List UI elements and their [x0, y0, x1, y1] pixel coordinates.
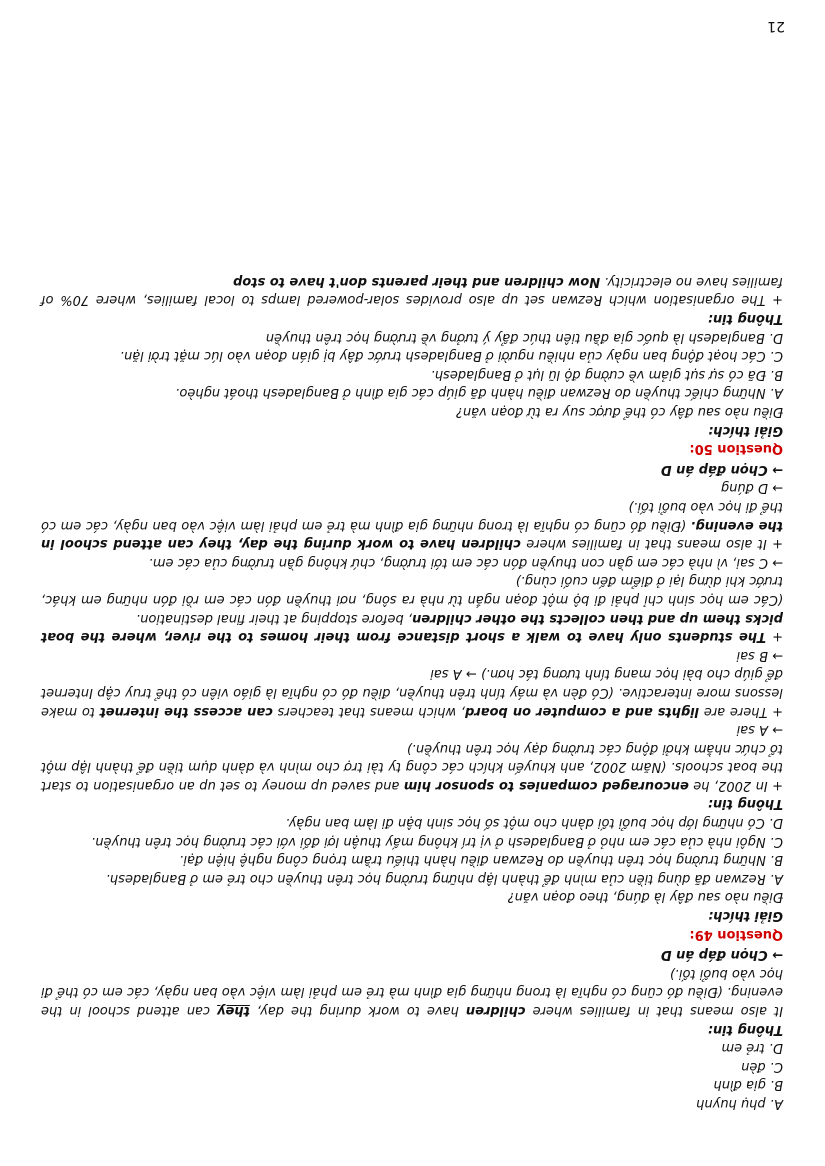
info-label: Thông tin: [707, 796, 783, 812]
option-c: C. đèn [741, 1058, 783, 1074]
option-c: C. Các hoạt động ban ngày của nhiều người ở Bangladesh trước đây bị gián đoạn vào lúc mặt trời lặn. [119, 348, 783, 364]
verdict-line: → C sai, vì nhà các em gần con thuyền đón các em tới trường, chứ không gần trường của các em. [148, 554, 783, 570]
option-d: D. Bangladesh là quốc gia đầu tiên thúc đẩy ý tưởng về trường học trên thuyền [265, 329, 783, 345]
translation-paragraph: (Các em học sinh chỉ phải đi bộ một đoạn ngắn từ nhà ra sông, nơi thuyền đón các em rồi đón những em khác, trước khi dừng lại ở điểm đến cuối cùng.) [41, 573, 783, 607]
info-paragraph: + In 2002, he encouraged companies to sponsor him and saved up money to set up an organisation to start the boat schools. (Năm 2002, anh khuyến khích các công ty tài trợ cho mình và dành dụm tiền để thành lập một tổ chức nhằm khởi động các trường dạy học trên thuyền.) [40, 740, 783, 793]
info-paragraph: + There are lights and a computer on board, which means that teachers can access the internet to make lessons more interactive. (Có đèn và máy tính trên thuyền, điều đó có nghĩa là giáo viên có thể truy cập Internet để giúp cho bài học mang tính tương tác hơn.) → A sai [41, 666, 783, 719]
question-text: Điều nào sau đây có thể được suy ra từ đoạn văn? [455, 404, 783, 420]
option-b: B. Những trường học trên thuyền do Rezwan điều hành thiếu trầm trọng công nghệ hiện đại. [179, 852, 783, 868]
option-a: A. Rezwan đã dùng tiền của mình để thành lập những trường học trên thuyền cho trẻ em ở Bangladesh. [105, 870, 783, 886]
option-d: D. Có những lớp học buổi tối dành cho một số học sinh bận đi làm ban ngày. [285, 815, 783, 831]
verdict-line: → A sai [736, 722, 783, 738]
option-b: B. Đã có sự sụt giảm về cường độ lũ lụt ở Bangladesh. [430, 366, 783, 382]
info-paragraph: + The students only have to walk a short distance from their homes to the river, where the boat picks them up and then collects the other children, before stopping at their final destination. [41, 610, 783, 645]
question-text: Điều nào sau đây là đúng, theo đoạn văn? [507, 889, 783, 905]
page-number: 21 [767, 18, 785, 34]
info-paragraph: It also means that in families where children have to work during the day, they can attend school in the evening. (Điều đó cũng có nghĩa là trong những gia đình mà trẻ em phải làm việc vào ban ngày, các em có thể đi học vào buổi tối.) [41, 965, 783, 1019]
document-content [41, 271, 783, 1112]
info-label: Thông tin: [707, 311, 783, 327]
question-50-title: Question 50: [689, 441, 783, 457]
info-paragraph: + The organisation which Rezwan set up also provides solar-powered lamps to local families, where 70% of families have no electricity. Now children and their parents don't have to stop [41, 273, 783, 308]
option-b: B. gia đình [713, 1077, 783, 1093]
question-49-title: Question 49: [689, 926, 783, 942]
verdict-line: → B sai [736, 647, 783, 663]
info-paragraph: + It also means that in families where children have to work during the day, they can attend school in the evening. (Điều đó cũng có nghĩa là trong những gia đình mà trẻ em phải làm việc vào ban ngày, các em có thể đi học vào buổi tối.) [41, 499, 783, 552]
answer-line: → Chọn đáp án D [660, 461, 783, 477]
option-a: A. phụ huynh [696, 1096, 783, 1111]
info-label: Thông tin: [707, 1021, 783, 1037]
option-d: D. trẻ em [721, 1040, 783, 1056]
explain-label: Giải thích: [708, 908, 783, 924]
answer-line: → Chọn đáp án D [660, 947, 783, 963]
option-c: C. Ngôi nhà của các em nhỏ ở Bangladesh ở vị trí không mấy thuận lợi đối với các trường học trên thuyền. [91, 833, 783, 849]
explain-label: Giải thích: [708, 422, 783, 438]
verdict-line: → D đúng [720, 480, 783, 496]
option-a: A. Những chiếc thuyền do Rezwan điều hành đã giúp các gia đình ở Bangladesh thoát nghèo. [175, 385, 783, 401]
